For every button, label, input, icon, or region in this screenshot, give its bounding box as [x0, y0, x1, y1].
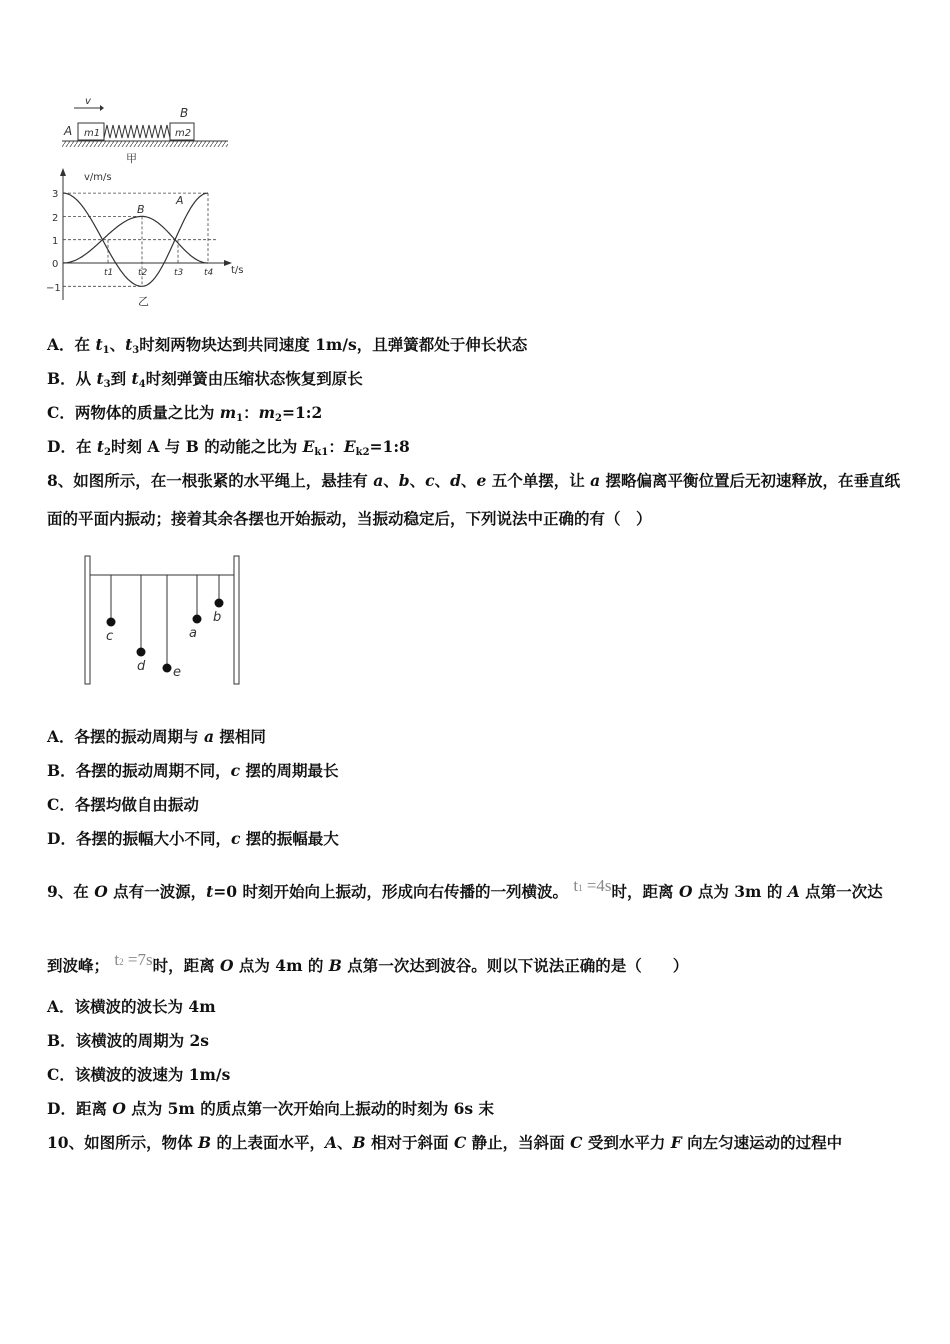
text-segment: B: [352, 1133, 366, 1152]
text-line: [47, 795, 199, 815]
text-segment: B．从: [47, 369, 97, 388]
text-segment: 到: [110, 369, 132, 388]
text-segment: O: [94, 882, 108, 901]
text-segment: O: [220, 956, 234, 975]
text-segment: 时刻弹簧由压缩状态恢复到原长: [145, 369, 363, 388]
text-segment: A: [324, 1133, 338, 1152]
text-segment: D．各摆的振幅大小不同，: [47, 829, 231, 848]
text-line: [47, 761, 338, 781]
text-line: [47, 1065, 230, 1085]
text-segment: D．距离: [47, 1099, 113, 1118]
y-tick: 3: [52, 189, 59, 200]
y-tick: 0: [52, 259, 59, 270]
text-segment: 2: [119, 957, 124, 967]
pendulum-bob: [107, 618, 116, 627]
text-segment: 、: [460, 471, 477, 490]
text-segment: a: [203, 727, 214, 746]
text-segment: 点第一次达: [799, 882, 883, 901]
text-segment: 点有一波源，: [107, 882, 207, 901]
text-segment: 3: [132, 345, 140, 356]
text-line: [47, 1031, 209, 1051]
text-segment: B．该横波的周期为 2s: [47, 1031, 210, 1050]
text-segment: 、: [383, 471, 399, 490]
text-segment: t: [131, 369, 139, 388]
text-segment: O: [678, 882, 693, 901]
text-segment: a: [373, 471, 384, 490]
right-post: [234, 556, 239, 684]
text-line: [47, 876, 883, 902]
text-segment: 的上表面水平，: [211, 1133, 325, 1152]
mass1-label: m1: [84, 128, 101, 139]
left-post: [85, 556, 90, 684]
text-segment: E: [302, 437, 315, 456]
text-segment: d: [450, 471, 461, 490]
text-segment: e: [476, 471, 487, 490]
text-segment: a: [590, 471, 601, 490]
text-segment: 时，距离: [611, 882, 679, 901]
text-segment: C: [570, 1133, 583, 1152]
text-segment: 时刻 A 与 B 的动能之比为: [110, 437, 303, 456]
text-line: [47, 403, 322, 429]
text-segment: 、: [434, 471, 451, 490]
text-segment: t: [96, 369, 104, 388]
text-segment: b: [398, 471, 410, 490]
text-segment: 10、如图所示，物体: [47, 1133, 198, 1152]
text-segment: 点为 4m 的: [233, 956, 329, 975]
text-segment: t: [573, 876, 579, 895]
text-segment: 五个单摆，让: [486, 471, 591, 490]
pendulum-bob: [193, 615, 202, 624]
text-segment: C．两物体的质量之比为: [47, 403, 220, 422]
text-segment: C: [453, 1133, 467, 1152]
block-a-label: A: [64, 124, 73, 138]
text-segment: t: [96, 437, 105, 456]
y-tick: 2: [52, 213, 59, 224]
text-segment: 9、在: [47, 882, 95, 901]
text-segment: 1: [578, 883, 583, 893]
text-segment: 2: [275, 413, 282, 424]
y-tick: 1: [52, 236, 59, 247]
text-segment: 静止，当斜面: [466, 1133, 571, 1152]
text-segment: m: [258, 403, 276, 422]
text-segment: t: [125, 335, 133, 354]
mass2-label: m2: [175, 128, 192, 139]
text-segment: 向左匀速运动的过程中: [681, 1133, 843, 1152]
text-segment: D．在: [47, 437, 97, 456]
text-line: [47, 471, 900, 491]
text-segment: =4s: [582, 876, 612, 895]
text-segment: c: [230, 829, 241, 848]
text-segment: c: [230, 761, 241, 780]
text-segment: A．该横波的波长为 4m: [47, 997, 216, 1016]
curve-a-label: A: [176, 194, 184, 207]
text-segment: E: [343, 437, 356, 456]
x-tick: t2: [138, 268, 148, 278]
text-segment: 、: [109, 335, 126, 354]
pendulum-label: e: [173, 665, 181, 680]
x-tick: t1: [104, 268, 114, 278]
text-segment: =7s: [123, 950, 153, 969]
text-segment: =1:8: [369, 437, 410, 456]
text-segment: 摆相同: [213, 727, 266, 746]
text-segment: B: [328, 956, 342, 975]
text-segment: C．各摆均做自由振动: [47, 795, 199, 814]
text-segment: 时刻两物块达到共同速度 1m/s，且弹簧都处于伸长状态: [139, 335, 528, 354]
text-segment: t: [95, 335, 103, 354]
text-segment: A．各摆的振动周期与: [47, 727, 204, 746]
text-segment: 面的平面内振动；接着其余各摆也开始振动，当振动稳定后，下列说法中正确的有（ ）: [47, 509, 652, 528]
y-tick: −1: [46, 283, 61, 294]
text-segment: ：: [328, 437, 344, 456]
pendulum-label: b: [213, 610, 222, 625]
text-segment: 摆略偏离平衡位置后无初速释放，在垂直纸: [600, 471, 901, 490]
pendulum-bob: [215, 599, 224, 608]
text-segment: 8、如图所示，在一根张紧的水平绳上，悬挂有: [47, 471, 374, 490]
text-segment: 、: [409, 471, 426, 490]
text-segment: 到波峰；: [47, 956, 115, 975]
text-segment: 3: [103, 379, 111, 390]
pendulum-label: c: [106, 629, 114, 644]
pendulum-bob: [137, 648, 146, 657]
text-segment: 相对于斜面: [365, 1133, 454, 1152]
text-segment: A．在: [47, 335, 96, 354]
text-line: [47, 369, 363, 395]
text-segment: c: [425, 471, 435, 490]
text-line: [47, 950, 688, 976]
text-segment: =0 时刻开始向上振动，形成向右传播的一列横波。: [213, 882, 574, 901]
text-segment: 点为 3m 的: [692, 882, 788, 901]
text-segment: 点第一次达到波谷。则以下说法正确的是（ ）: [341, 956, 689, 975]
pendulum-label: a: [189, 626, 197, 641]
text-segment: t: [114, 950, 120, 969]
text-segment: 4: [138, 379, 146, 390]
text-line: [47, 727, 266, 747]
text-segment: O: [112, 1099, 126, 1118]
text-line: [47, 437, 410, 463]
pendulum-bob: [163, 664, 172, 673]
text-segment: k1: [314, 447, 329, 458]
text-segment: 时，距离: [152, 956, 220, 975]
block-b-label: B: [180, 106, 189, 120]
curve-b-label: B: [137, 203, 145, 216]
caption-yi: 乙: [138, 295, 149, 308]
text-segment: B．各摆的振动周期不同，: [47, 761, 231, 780]
y-axis-label: v/m/s: [84, 172, 112, 183]
text-segment: 、: [337, 1133, 353, 1152]
text-segment: 1: [102, 345, 110, 356]
text-segment: 受到水平力: [582, 1133, 671, 1152]
text-line: [47, 997, 216, 1017]
text-line: [47, 1099, 494, 1119]
text-segment: k2: [355, 447, 370, 458]
x-tick: t4: [204, 268, 214, 278]
text-segment: t: [206, 882, 214, 901]
text-segment: 2: [104, 447, 111, 458]
text-segment: 1: [236, 413, 244, 424]
velocity-label: v: [85, 96, 91, 107]
caption-jia: 甲: [126, 152, 137, 165]
text-segment: 摆的振幅最大: [240, 829, 339, 848]
text-segment: A: [787, 882, 800, 901]
text-segment: B: [197, 1133, 212, 1152]
text-segment: ：: [243, 403, 259, 422]
text-line: [47, 829, 339, 849]
text-segment: 点为 5m 的质点第一次开始向上振动的时刻为 6s 末: [125, 1099, 495, 1118]
x-axis-label: t/s: [231, 265, 244, 276]
text-line: [47, 1133, 842, 1153]
text-line: [47, 335, 527, 361]
text-segment: 摆的周期最长: [240, 761, 339, 780]
x-tick: t3: [174, 268, 184, 278]
text-line: [47, 509, 652, 529]
text-segment: m: [219, 403, 237, 422]
text-segment: C．该横波的波速为 1m/s: [47, 1065, 231, 1084]
pendulum-label: d: [137, 659, 146, 674]
text-segment: F: [670, 1133, 682, 1152]
text-segment: =1:2: [282, 403, 323, 422]
